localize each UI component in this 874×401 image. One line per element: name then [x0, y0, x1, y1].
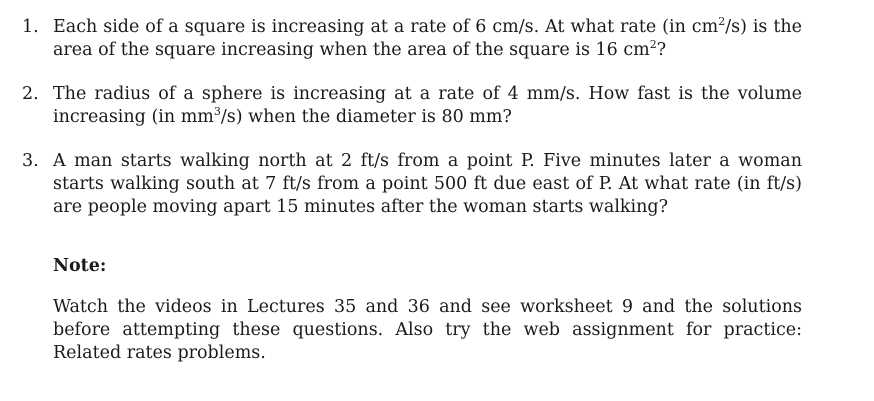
superscript: 3 — [213, 105, 221, 118]
question-text-part: Each side of a square is increasing at a rate of 6 cm/s. At what rate (in cm — [53, 17, 719, 37]
question-2 — [22, 83, 802, 129]
question-3 — [22, 150, 802, 219]
note-text: Watch the videos in Lectures 35 and 36 and see worksheet 9 and the solutions before attempting these questions. Also try the web assignment for practice: Related rates problems. — [53, 297, 802, 363]
question-text — [53, 16, 802, 62]
superscript: 2 — [718, 15, 726, 28]
note-heading: Note: — [53, 256, 107, 276]
question-number: 2. — [22, 84, 39, 104]
question-number: 3. — [22, 151, 39, 171]
question-text-part: /s) is the area of the square increasing when the area of the square is 16 cm — [53, 17, 802, 60]
question-number: 1. — [22, 17, 39, 37]
question-text: A man starts walking north at 2 ft/s from a point P. Five minutes later a woman starts walking south at 7 ft/s from a point 500 ft due east of P. At what rate (in ft/s) are people moving apart 15 minutes after the woman starts walking? — [53, 151, 802, 217]
superscript: 2 — [649, 38, 657, 51]
question-text — [53, 83, 802, 129]
question-1 — [22, 16, 802, 62]
question-text-part: ? — [656, 40, 667, 60]
question-text-part: /s) when the diameter is 80 mm? — [220, 107, 512, 127]
question-text-part: The radius of a sphere is increasing at a rate of 4 mm/s. How fast is the volume increasing (in mm — [53, 84, 802, 127]
